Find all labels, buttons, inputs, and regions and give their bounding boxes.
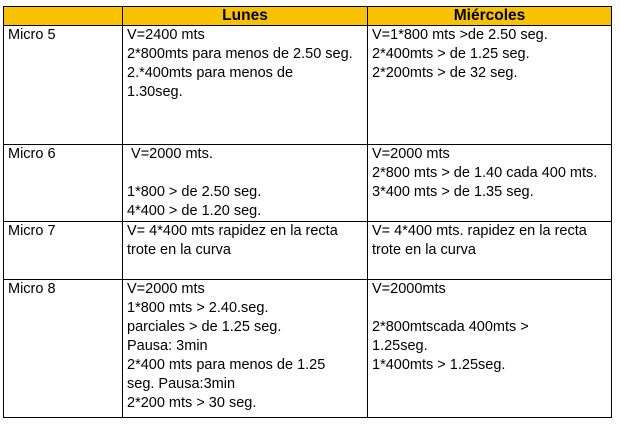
lunes-cell (123, 26, 368, 145)
cell-line: V=2000 mts (372, 146, 450, 162)
table-row (4, 280, 612, 418)
cell-line: V=2000mts (372, 281, 446, 297)
cell-line: 3*400 mts > de 1.35 seg. (372, 184, 534, 200)
cell-line: 2*200 mts > 30 seg. (127, 395, 257, 411)
cell-line: 1*800 mts > 2.40.seg. (127, 300, 269, 316)
cell-line: 2.*400mts para menos de 1.30seg. (127, 65, 294, 100)
micro-label: Micro 7 (4, 222, 123, 280)
micro-label: Micro 6 (4, 145, 123, 222)
lunes-cell (123, 222, 368, 280)
miercoles-cell (368, 222, 612, 280)
lunes-cell (123, 280, 368, 418)
cell-line: V=2000 mts. (127, 146, 213, 162)
cell-line: 2*200mts > de 32 seg. (372, 65, 518, 81)
cell-line: 1*400mts > 1.25seg. (372, 357, 506, 373)
header-miercoles: Miércoles (368, 7, 612, 26)
micro-label: Micro 8 (4, 280, 123, 418)
cell-line: Pausa: 3min (127, 338, 208, 354)
cell-line: parciales > de 1.25 seg. (127, 319, 282, 335)
cell-line: V=2000 mts (127, 281, 205, 297)
micro-label: Micro 5 (4, 26, 123, 145)
cell-line: 2*400 mts para menos de 1.25 seg. Pausa:3min (127, 357, 326, 392)
miercoles-cell (368, 145, 612, 222)
training-plan-table (3, 6, 612, 418)
cell-line: 1*800 > de 2.50 seg. (127, 184, 262, 200)
table-row (4, 145, 612, 222)
cell-line (127, 164, 363, 183)
cell-line: V=2400 mts (127, 27, 205, 43)
cell-line: V= 4*400 mts. rapidez en la recta trote en la curva (372, 223, 587, 258)
cell-line: 2*400mts > de 1.25 seg. (372, 46, 530, 62)
miercoles-cell (368, 26, 612, 145)
miercoles-cell (368, 280, 612, 418)
header-corner (4, 7, 123, 26)
cell-line: V=1*800 mts >de 2.50 seg. (372, 27, 548, 43)
table-row (4, 222, 612, 280)
cell-line: 2*800mts para menos de 2.50 seg. (127, 46, 353, 62)
cell-line: 4*400 > de 1.20 seg. (127, 203, 262, 219)
lunes-cell (123, 145, 368, 222)
cell-line: 2*800mtscada 400mts > 1.25seg. (372, 319, 529, 354)
header-row (4, 7, 612, 26)
cell-line (372, 299, 607, 318)
cell-line: V= 4*400 mts rapidez en la recta trote en la curva (127, 223, 338, 258)
header-lunes: Lunes (123, 7, 368, 26)
cell-line: 2*800 mts > de 1.40 cada 400 mts. (372, 165, 598, 181)
table-row (4, 26, 612, 145)
